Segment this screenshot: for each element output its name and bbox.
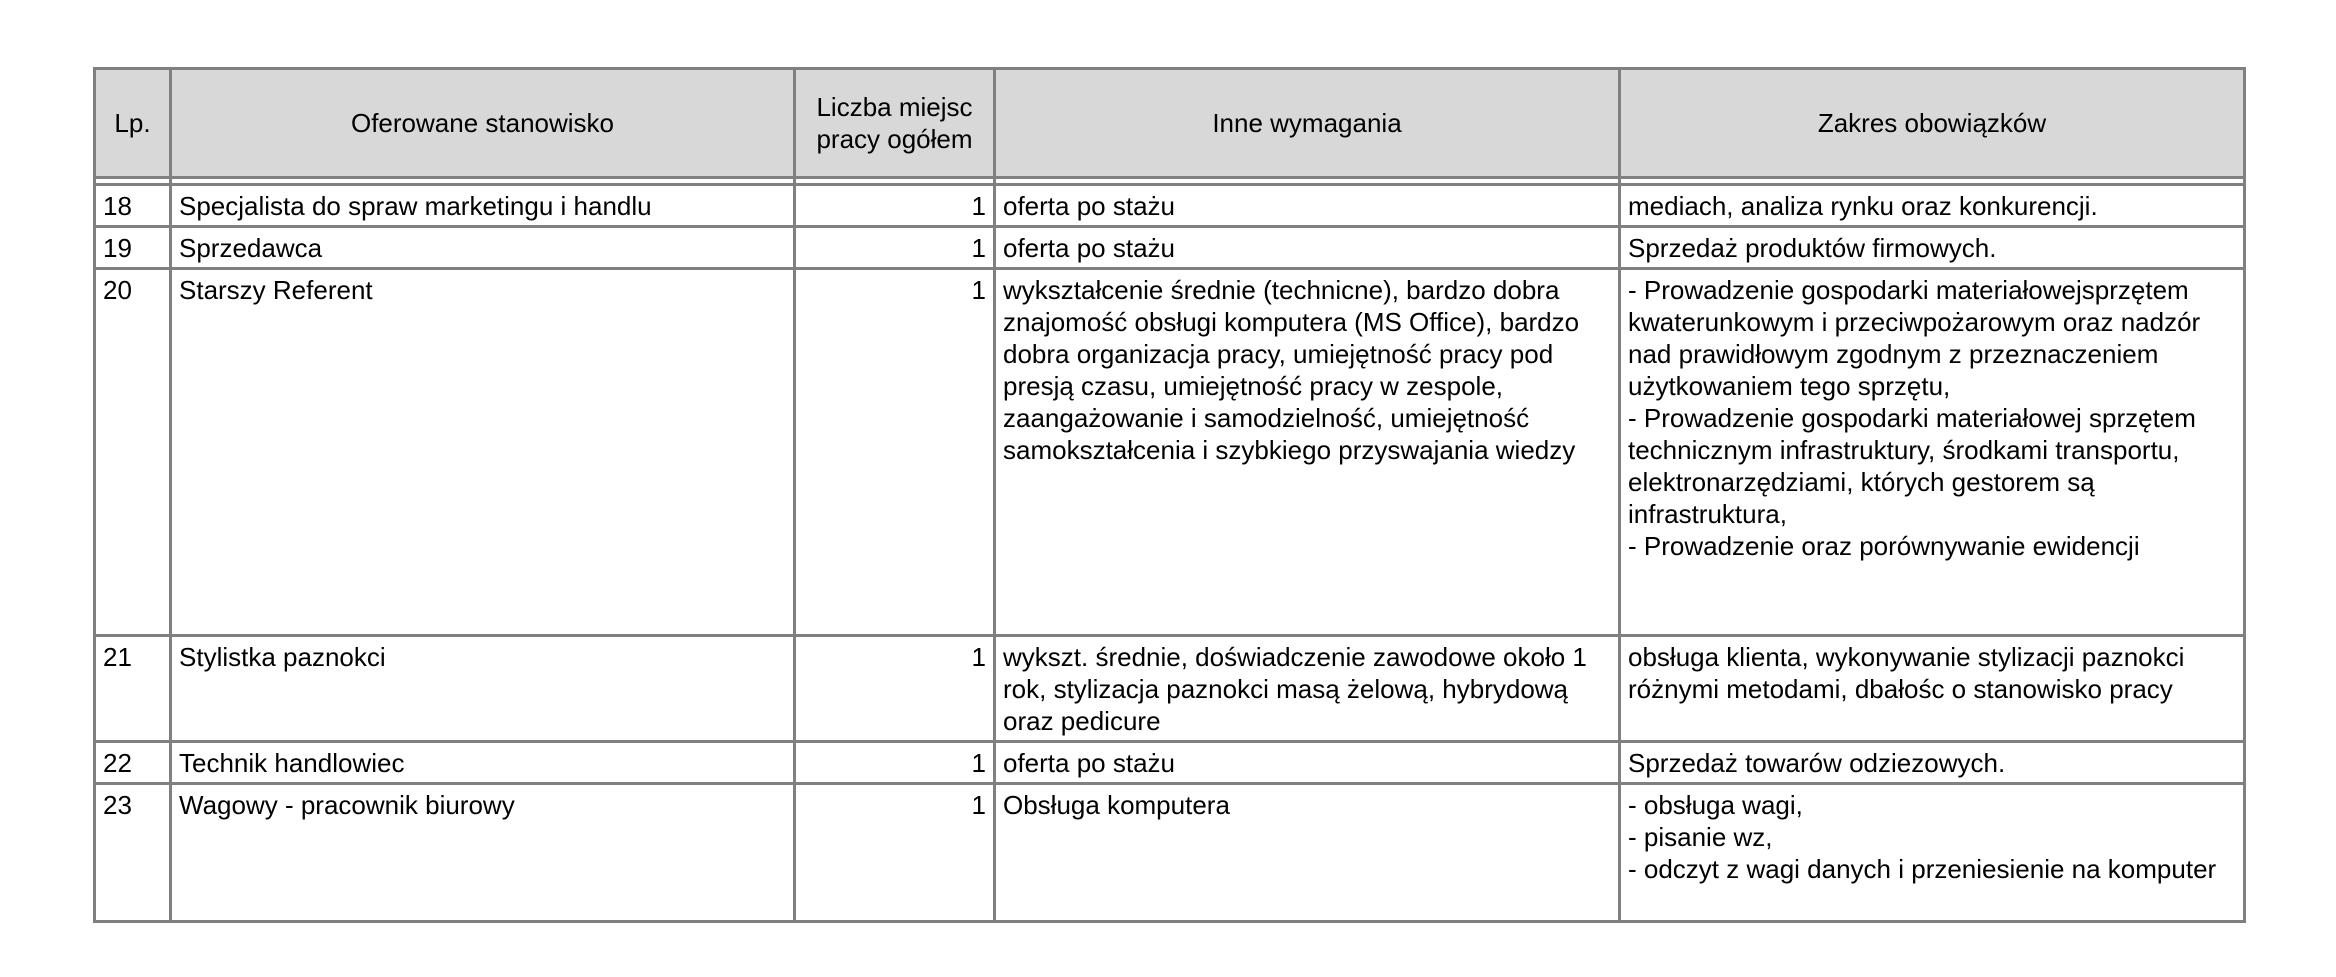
row-position: Starszy Referent bbox=[171, 269, 795, 636]
row-places: 1 bbox=[795, 784, 995, 922]
row-requirements: Obsługa komputera bbox=[995, 784, 1620, 922]
table-row bbox=[95, 269, 2245, 636]
row-duties: obsługa klienta, wykonywanie stylizacji paznokci różnymi metodami, dbałośc o stanowisko pracy bbox=[1620, 636, 2245, 742]
row-lp: 21 bbox=[95, 636, 171, 742]
header-gap bbox=[95, 178, 2245, 185]
row-position: Wagowy - pracownik biurowy bbox=[171, 784, 795, 922]
row-duties: - Prowadzenie gospodarki materiałowejsprzętem kwaterunkowym i przeciwpożarowym oraz nadzór nad prawidłowym zgodnym z przeznaczeniem użytkowaniem tego sprzętu, - Prowadzenie gospodarki materiałowej sprzętem technicznym infrastruktury, środkami transportu, elektronarzędziami, których gestorem są infrastruktura, - Prowadzenie oraz porównywanie ewidencji bbox=[1620, 269, 2245, 636]
row-places: 1 bbox=[795, 742, 995, 784]
header-position: Oferowane stanowisko bbox=[171, 69, 795, 178]
row-lp: 18 bbox=[95, 185, 171, 227]
row-requirements: oferta po stażu bbox=[995, 227, 1620, 269]
row-requirements: oferta po stażu bbox=[995, 185, 1620, 227]
row-places: 1 bbox=[795, 185, 995, 227]
row-position: Sprzedawca bbox=[171, 227, 795, 269]
row-requirements: oferta po stażu bbox=[995, 742, 1620, 784]
row-duties: mediach, analiza rynku oraz konkurencji. bbox=[1620, 185, 2245, 227]
table-header-row bbox=[95, 69, 2245, 178]
table-row bbox=[95, 742, 2245, 784]
row-lp: 22 bbox=[95, 742, 171, 784]
row-duties: - obsługa wagi, - pisanie wz, - odczyt z wagi danych i przeniesienie na komputer bbox=[1620, 784, 2245, 922]
header-requirements: Inne wymagania bbox=[995, 69, 1620, 178]
row-requirements: wykszt. średnie, doświadczenie zawodowe około 1 rok, stylizacja paznokci masą żelową, hybrydową oraz pedicure bbox=[995, 636, 1620, 742]
row-lp: 19 bbox=[95, 227, 171, 269]
table-row bbox=[95, 227, 2245, 269]
header-duties: Zakres obowiązków bbox=[1620, 69, 2245, 178]
row-position: Technik handlowiec bbox=[171, 742, 795, 784]
row-places: 1 bbox=[795, 269, 995, 636]
row-lp: 23 bbox=[95, 784, 171, 922]
table-row bbox=[95, 784, 2245, 922]
table-row bbox=[95, 185, 2245, 227]
header-lp: Lp. bbox=[95, 69, 171, 178]
row-lp: 20 bbox=[95, 269, 171, 636]
row-position: Stylistka paznokci bbox=[171, 636, 795, 742]
row-requirements: wykształcenie średnie (technicne), bardzo dobra znajomość obsługi komputera (MS Office), bardzo dobra organizacja pracy, umiejętność pracy pod presją czasu, umiejętność pracy w zespole, zaangażowanie i samodzielność, umiejętność samokształcenia i szybkiego przyswajania wiedzy bbox=[995, 269, 1620, 636]
row-duties: Sprzedaż towarów odziezowych. bbox=[1620, 742, 2245, 784]
job-offers-table bbox=[93, 67, 2246, 923]
header-places: Liczba miejsc pracy ogółem bbox=[795, 69, 995, 178]
row-places: 1 bbox=[795, 227, 995, 269]
row-places: 1 bbox=[795, 636, 995, 742]
row-position: Specjalista do spraw marketingu i handlu bbox=[171, 185, 795, 227]
table-row bbox=[95, 636, 2245, 742]
row-duties: Sprzedaż produktów firmowych. bbox=[1620, 227, 2245, 269]
